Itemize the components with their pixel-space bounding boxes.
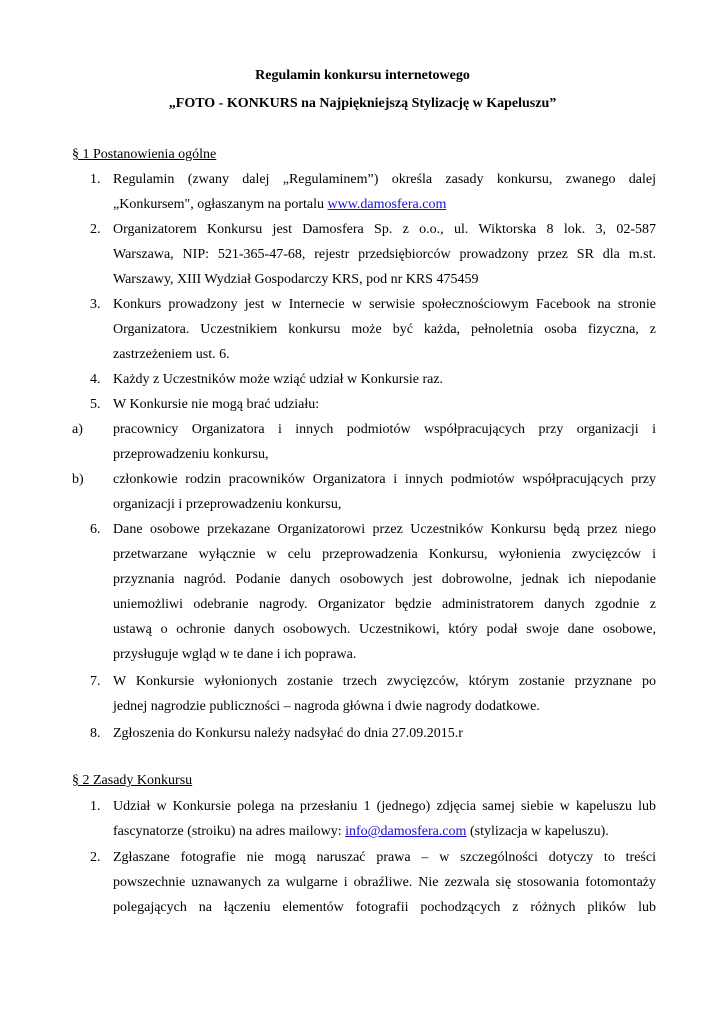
s1-item-5-line: W Konkursie nie mogą brać udziału: bbox=[113, 397, 320, 412]
s2-item-2-line: Zgłaszane fotografie nie mogą naruszać prawa – w szczególności dotyczy to treści bbox=[113, 850, 656, 865]
s1-item-2-line: Organizatorem Konkursu jest Damosfera Sp. z o.o., ul. Wiktorska 8 lok. 3, 02-587 bbox=[113, 222, 656, 237]
s1-item-a bbox=[72, 417, 656, 467]
s2-item-1-marker: 1. bbox=[90, 799, 101, 814]
s1-item-7-line: jednej nagrodzie publiczności – nagroda główna i dwie nagrody dodatkowe. bbox=[113, 699, 540, 714]
email-link[interactable]: info@damosfera.com bbox=[345, 824, 467, 839]
s1-item-4-line: Każdy z Uczestników może wziąć udział w Konkursie raz. bbox=[113, 372, 444, 387]
s1-item-6-line: przyznania nagród. Podanie danych osobowych jest dobrowolne, jednak ich niepodanie bbox=[113, 572, 656, 587]
s1-item-4 bbox=[72, 367, 656, 392]
s1-item-3-line: Organizatora. Uczestnikiem konkursu może być każda, pełnoletnia osoba fizyczna, z bbox=[113, 322, 656, 337]
portal-link[interactable]: www.damosfera.com bbox=[327, 197, 447, 212]
s1-item-6-line: przetwarzane wyłącznie w celu przeprowadzenia Konkursu, wyłonienia zwycięzców i bbox=[113, 547, 656, 562]
s1-item-a-line: przeprowadzeniu konkursu, bbox=[113, 447, 269, 462]
s1-item-5 bbox=[72, 392, 656, 417]
s1-item-b-line: członkowie rodzin pracowników Organizatora i innych podmiotów współpracujących przy bbox=[113, 472, 656, 487]
s1-item-a-line: pracownicy Organizatora i innych podmiotów współpracujących przy organizacji i bbox=[113, 422, 656, 437]
s1-item-b-line: organizacji i przeprowadzeniu konkursu, bbox=[113, 497, 342, 512]
s1-item-b-marker: b) bbox=[72, 472, 84, 487]
section-1-heading: § 1 Postanowienia ogólne bbox=[72, 147, 217, 162]
s1-item-b bbox=[72, 467, 656, 517]
document-title: Regulamin konkursu internetowego bbox=[255, 68, 470, 83]
s2-item-1 bbox=[72, 794, 656, 844]
s2-item-1-line: Udział w Konkursie polega na przesłaniu 1 (jednego) zdjęcia samej siebie w kapeluszu lub bbox=[113, 799, 656, 814]
s1-item-4-marker: 4. bbox=[90, 372, 101, 387]
s2-item-2-line: polegających na łączeniu elementów fotografii pochodzących z różnych plików lub bbox=[113, 900, 656, 915]
s1-item-7-marker: 7. bbox=[90, 674, 101, 689]
s1-item-6-line: uniemożliwi odebranie nagrody. Organizator będzie administratorem danych zgodnie z bbox=[113, 597, 656, 612]
s1-item-1-line bbox=[113, 192, 656, 217]
s1-item-6 bbox=[72, 517, 656, 667]
document-subtitle: „FOTO - KONKURS na Najpiękniejszą Stylizację w Kapeluszu” bbox=[168, 96, 557, 111]
s2-item-1-line bbox=[113, 819, 656, 844]
s1-item-1-text: „Konkursem", ogłaszanym na portalu bbox=[113, 197, 328, 212]
s1-item-7 bbox=[72, 669, 656, 719]
s1-item-1 bbox=[72, 167, 656, 217]
s1-item-5-marker: 5. bbox=[90, 397, 101, 412]
s2-item-2 bbox=[72, 845, 656, 920]
s1-item-3-line: Konkurs prowadzony jest w Internecie w serwisie społecznościowym Facebook na stronie bbox=[113, 297, 656, 312]
s1-item-2-line: Warszawa, NIP: 521-365-47-68, rejestr przedsiębiorców prowadzony przez SR dla m.st. bbox=[113, 247, 656, 262]
s1-item-3-line: zastrzeżeniem ust. 6. bbox=[113, 347, 230, 362]
s1-item-2 bbox=[72, 217, 656, 292]
s1-item-8-marker: 8. bbox=[90, 726, 101, 741]
s1-item-1-marker: 1. bbox=[90, 172, 101, 187]
s1-item-6-marker: 6. bbox=[90, 522, 101, 537]
s1-item-2-line: Warszawy, XIII Wydział Gospodarczy KRS, pod nr KRS 475459 bbox=[113, 272, 479, 287]
s1-item-2-marker: 2. bbox=[90, 222, 101, 237]
section-2-heading: § 2 Zasady Konkursu bbox=[72, 773, 193, 788]
s1-item-3 bbox=[72, 292, 656, 367]
s1-item-a-marker: a) bbox=[72, 422, 83, 437]
s1-item-1-line: Regulamin (zwany dalej „Regulaminem”) określa zasady konkursu, zwanego dalej bbox=[113, 172, 656, 187]
s2-item-1-text: (stylizacja w kapeluszu). bbox=[466, 824, 609, 839]
s2-item-2-line: powszechnie uznawanych za wulgarne i obraźliwe. Nie zezwala się stosowania fotomontaży bbox=[113, 875, 656, 890]
s1-item-8-line: Zgłoszenia do Konkursu należy nadsyłać do dnia 27.09.2015.r bbox=[113, 726, 463, 741]
s2-item-1-text: fascynatorze (stroiku) na adres mailowy: bbox=[113, 824, 346, 839]
s1-item-6-line: Dane osobowe przekazane Organizatorowi przez Uczestników Konkursu będą przez niego bbox=[113, 522, 656, 537]
s1-item-7-line: W Konkursie wyłonionych zostanie trzech zwycięzców, którym zostanie przyznane po bbox=[113, 674, 656, 689]
s1-item-8 bbox=[72, 721, 656, 746]
s1-item-3-marker: 3. bbox=[90, 297, 101, 312]
s1-item-6-line: ustawą o ochronie danych osobowych. Uczestnikowi, który podał swoje dane osobowe, bbox=[113, 622, 656, 637]
s2-item-2-marker: 2. bbox=[90, 850, 101, 865]
s1-item-6-line: przysługuje wgląd w te dane i ich poprawa. bbox=[113, 647, 357, 662]
